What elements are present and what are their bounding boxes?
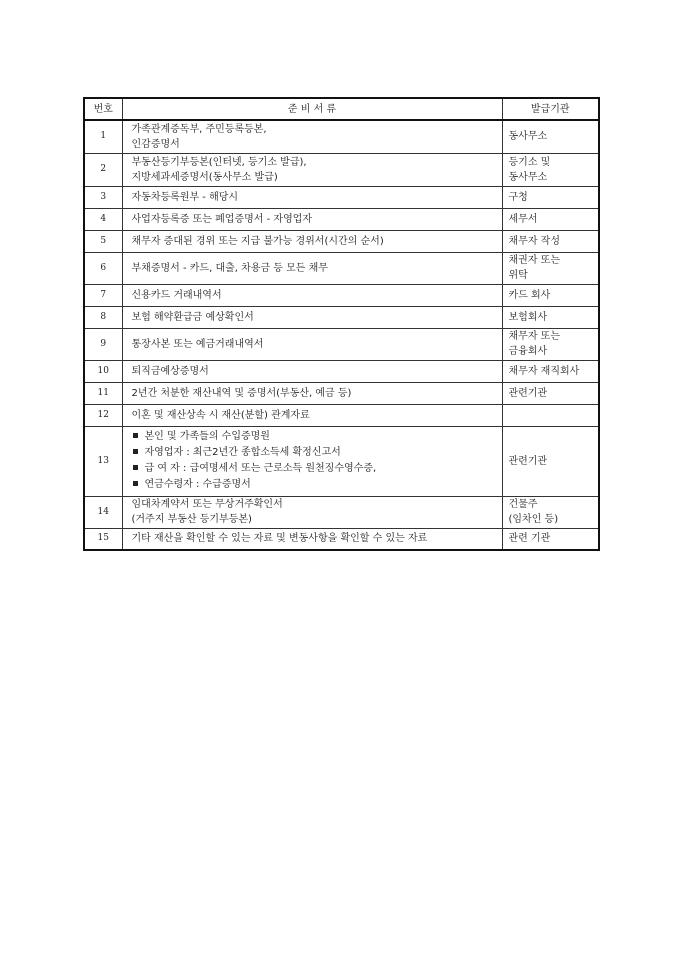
document-bullet-item bbox=[132, 477, 498, 493]
issuer-line: 관련기관 bbox=[508, 387, 548, 399]
document-bullet-item bbox=[132, 445, 498, 461]
row-number: 5 bbox=[84, 230, 122, 252]
document-line: 2년간 처분한 재산내역 및 증명서(부동산, 예금 등) bbox=[131, 387, 352, 399]
document-cell bbox=[122, 208, 502, 230]
document-line: 기타 재산을 확인할 수 있는 자료 및 변동사항을 확인할 수 있는 자료 bbox=[131, 533, 428, 545]
table-row bbox=[84, 426, 599, 496]
document-cell bbox=[122, 382, 502, 404]
row-number: 11 bbox=[84, 382, 122, 404]
table-row bbox=[84, 186, 599, 208]
document-cell bbox=[122, 496, 502, 528]
row-number: 8 bbox=[84, 306, 122, 328]
issuer-cell bbox=[502, 120, 599, 153]
issuer-line: 금융회사 bbox=[508, 346, 548, 357]
issuer-line: 동사무소 bbox=[508, 131, 548, 143]
table-header-row bbox=[84, 98, 599, 120]
table-row bbox=[84, 496, 599, 528]
issuer-cell bbox=[502, 382, 599, 404]
row-number: 13 bbox=[84, 426, 122, 496]
document-cell bbox=[122, 426, 502, 496]
issuer-line: 카드 회사 bbox=[508, 289, 551, 301]
header-issuer: 발급기관 bbox=[502, 98, 599, 120]
row-number: 12 bbox=[84, 404, 122, 426]
document-bullet-text: 급 여 자 : 급여명세서 또는 근로소득 원천징수영수증, bbox=[144, 463, 377, 474]
document-cell bbox=[122, 306, 502, 328]
issuer-cell bbox=[502, 208, 599, 230]
table-row bbox=[84, 382, 599, 404]
issuer-line: 채무자 작성 bbox=[508, 235, 560, 247]
issuer-cell bbox=[502, 230, 599, 252]
header-documents: 준 비 서 류 bbox=[122, 98, 502, 120]
square-bullet-icon bbox=[133, 433, 138, 438]
row-number: 7 bbox=[84, 284, 122, 306]
table-row bbox=[84, 230, 599, 252]
table-row bbox=[84, 404, 599, 426]
square-bullet-icon bbox=[133, 465, 138, 470]
row-number: 1 bbox=[84, 120, 122, 153]
issuer-cell bbox=[502, 252, 599, 284]
document-bullet-text: 연금수령자 : 수급증명서 bbox=[144, 479, 251, 490]
document-cell bbox=[122, 360, 502, 382]
document-line: (거주지 부동산 등기부등본) bbox=[131, 514, 252, 525]
issuer-cell bbox=[502, 186, 599, 208]
issuer-cell bbox=[502, 528, 599, 550]
issuer-line: 세무서 bbox=[508, 213, 538, 225]
issuer-line: 관련기관 bbox=[508, 455, 548, 467]
row-number: 9 bbox=[84, 328, 122, 360]
issuer-cell bbox=[502, 306, 599, 328]
table-row bbox=[84, 153, 599, 186]
documents-table bbox=[83, 97, 600, 551]
document-line: 보험 해약환급금 예상확인서 bbox=[131, 311, 254, 323]
document-line: 채무자 증대된 경위 또는 지급 불가능 경위서(시간의 순서) bbox=[131, 235, 384, 247]
issuer-cell bbox=[502, 328, 599, 360]
document-line: 지방세과세증명서(동사무소 발급) bbox=[131, 171, 278, 183]
issuer-cell bbox=[502, 404, 599, 426]
document-line: 통장사본 또는 예금거래내역서 bbox=[131, 338, 264, 350]
issuer-line: 보험회사 bbox=[508, 311, 548, 323]
document-line: 자동차등록원부 - 해당시 bbox=[131, 191, 239, 203]
document-bullet-list bbox=[132, 429, 498, 493]
issuer-cell bbox=[502, 153, 599, 186]
issuer-line: 건물주 bbox=[508, 499, 538, 510]
document-bullet-item bbox=[132, 429, 498, 445]
issuer-cell bbox=[502, 284, 599, 306]
row-number: 14 bbox=[84, 496, 122, 528]
header-num: 번호 bbox=[84, 98, 122, 120]
row-number: 10 bbox=[84, 360, 122, 382]
table-row bbox=[84, 120, 599, 153]
row-number: 3 bbox=[84, 186, 122, 208]
document-cell bbox=[122, 404, 502, 426]
square-bullet-icon bbox=[133, 481, 138, 486]
document-cell bbox=[122, 153, 502, 186]
document-line: 퇴직금예상증명서 bbox=[131, 365, 209, 377]
table-body bbox=[84, 120, 599, 550]
document-cell bbox=[122, 186, 502, 208]
document-line: 인감증명서 bbox=[131, 138, 180, 150]
table-row bbox=[84, 208, 599, 230]
row-number: 15 bbox=[84, 528, 122, 550]
document-cell bbox=[122, 284, 502, 306]
issuer-line: 채권자 또는 bbox=[508, 255, 560, 266]
document-line: 부채증명서 - 카드, 대출, 차용금 등 모든 채무 bbox=[131, 262, 328, 274]
table-row bbox=[84, 360, 599, 382]
row-number: 4 bbox=[84, 208, 122, 230]
document-cell bbox=[122, 120, 502, 153]
document-line: 부동산등기부등본(인터넷, 등기소 발급), bbox=[131, 156, 307, 168]
square-bullet-icon bbox=[133, 449, 138, 454]
issuer-line: 관련 기관 bbox=[508, 533, 551, 545]
issuer-line: 위탁 bbox=[508, 270, 528, 281]
document-line: 임대차계약서 또는 무상거주확인서 bbox=[131, 499, 283, 510]
issuer-line: 채무자 재직회사 bbox=[508, 365, 580, 377]
document-bullet-text: 자영업자 : 최근2년간 종합소득세 확정신고서 bbox=[144, 447, 341, 458]
issuer-line: 등기소 및 bbox=[508, 156, 551, 168]
document-line: 이혼 및 재산상속 시 재산(분할) 관계자료 bbox=[131, 409, 310, 421]
table-row bbox=[84, 528, 599, 550]
issuer-line: 구청 bbox=[508, 191, 528, 203]
row-number: 6 bbox=[84, 252, 122, 284]
table-row bbox=[84, 284, 599, 306]
issuer-cell bbox=[502, 426, 599, 496]
document-bullet-text: 본인 및 가족들의 수입증명원 bbox=[144, 431, 270, 442]
issuer-line: (임차인 등) bbox=[508, 514, 559, 525]
issuer-line: 동사무소 bbox=[508, 171, 548, 183]
document-cell bbox=[122, 528, 502, 550]
document-cell bbox=[122, 230, 502, 252]
issuer-cell bbox=[502, 496, 599, 528]
document-line: 가족관계증독부, 주민등록등본, bbox=[131, 123, 267, 135]
row-number: 2 bbox=[84, 153, 122, 186]
table-row bbox=[84, 252, 599, 284]
issuer-cell bbox=[502, 360, 599, 382]
document-line: 신용카드 거래내역서 bbox=[131, 289, 222, 301]
document-line: 사업자등록증 또는 폐업증명서 - 자영업자 bbox=[131, 213, 313, 225]
document-cell bbox=[122, 252, 502, 284]
table-row bbox=[84, 306, 599, 328]
table-row bbox=[84, 328, 599, 360]
document-bullet-item bbox=[132, 461, 498, 477]
issuer-line: 채무자 또는 bbox=[508, 331, 560, 342]
document-cell bbox=[122, 328, 502, 360]
